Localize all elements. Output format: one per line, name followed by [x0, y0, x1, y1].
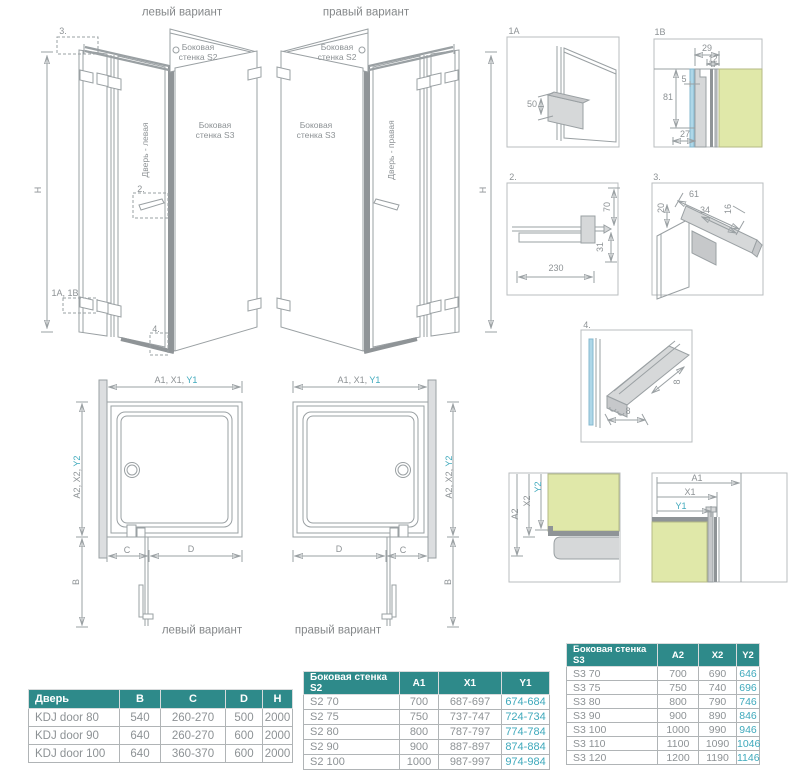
- table-cell: 790: [699, 695, 737, 709]
- table-cell: 974-984: [502, 755, 550, 770]
- plan-left-top-dim: [155, 375, 198, 385]
- table-cell: 846: [737, 709, 760, 723]
- dim-50: 50: [526, 98, 538, 109]
- dim-230: 230: [548, 262, 564, 273]
- right-s3-wall-label: Боковая стенка S3: [296, 120, 336, 140]
- left-s2-wall-label: Боковая стенка S2: [178, 42, 218, 62]
- plan-left-b-dim: B: [70, 578, 81, 586]
- detail-4-drawing: [581, 330, 692, 442]
- table-cell: S3 75: [567, 681, 658, 695]
- column-header: D: [226, 690, 263, 709]
- table-cell: 600: [226, 745, 263, 763]
- table-cell: 687-697: [439, 695, 502, 710]
- table-cell: 1100: [658, 737, 699, 751]
- plan-right-side-dim-accent: Y2: [443, 455, 454, 467]
- left-s3-wall-label: Боковая стенка S3: [195, 120, 235, 140]
- table-cell: 750: [400, 710, 439, 725]
- plan-right-side-dim: [444, 456, 454, 499]
- table-cell: 787-797: [439, 725, 502, 740]
- table-cell: 260-270: [161, 709, 226, 727]
- marker-2-label: 2.: [137, 183, 145, 194]
- dim-8-bottom: 8: [625, 405, 631, 416]
- side-wall-s3-table: [566, 643, 760, 765]
- plan-right-side-dim-gray: A2, X2,: [443, 468, 454, 499]
- column-header: A1: [400, 672, 439, 695]
- table-cell: 600: [226, 727, 263, 745]
- dim-70: 70: [601, 201, 612, 213]
- dim-5: 5: [681, 73, 687, 84]
- dim-20: 20: [655, 202, 666, 214]
- column-header: Y2: [737, 644, 760, 667]
- column-header: Боковая стенка S3: [567, 644, 658, 667]
- table-cell: 690: [699, 667, 737, 681]
- table-cell: KDJ door 80: [29, 709, 120, 727]
- table-row: [567, 695, 760, 709]
- table-row: [567, 751, 760, 765]
- table-cell: 1046: [737, 737, 761, 750]
- table-cell: 724-734: [502, 710, 550, 725]
- dim-34: 34: [699, 204, 711, 215]
- table-cell: 887-897: [439, 740, 502, 755]
- plan-left-caption: левый вариант: [161, 624, 243, 637]
- table-cell: S2 100: [304, 755, 400, 770]
- corner-left-x2: X2: [521, 495, 532, 507]
- corner-detail-right-drawing: [652, 473, 787, 582]
- table-row: [567, 723, 760, 737]
- plan-left-side-dim: [72, 456, 82, 499]
- detail-3-label: 3.: [653, 171, 661, 182]
- dim-29: 29: [701, 42, 713, 53]
- table-row: [567, 737, 760, 751]
- table-cell: 740: [699, 681, 737, 695]
- left-door-label: Дверь - левая: [140, 122, 151, 178]
- table-cell: 900: [400, 740, 439, 755]
- right-variant-title: правый вариант: [322, 6, 410, 19]
- column-header: Боковая стенка S2: [304, 672, 400, 695]
- table-cell: 774-784: [502, 725, 550, 740]
- column-header: X1: [439, 672, 502, 695]
- plan-left-side-dim-accent: Y2: [71, 455, 82, 467]
- table-row: [29, 709, 293, 727]
- table-cell: 1190: [699, 751, 737, 765]
- detail-3-drawing: [652, 183, 763, 299]
- table-cell: 800: [658, 695, 699, 709]
- table-cell: 1200: [658, 751, 699, 765]
- table-cell: 1000: [658, 723, 699, 737]
- corner-right-x1: X1: [684, 486, 696, 497]
- column-header: Дверь: [29, 690, 120, 709]
- marker-3-label: 3.: [59, 25, 67, 36]
- dim-61: 61: [688, 188, 700, 199]
- table-cell: 640: [120, 745, 161, 763]
- plan-left-top-dim-accent: Y1: [186, 374, 198, 385]
- table-cell: KDJ door 90: [29, 727, 120, 745]
- column-header: Y1: [502, 672, 550, 695]
- table-row: [29, 745, 293, 763]
- table-row: [304, 755, 550, 770]
- table-cell: 750: [658, 681, 699, 695]
- table-cell: S3 80: [567, 695, 658, 709]
- table-cell: 900: [658, 709, 699, 723]
- table-cell: 260-270: [161, 727, 226, 745]
- plan-left-c-dim: C: [123, 544, 131, 555]
- table-cell: KDJ door 100: [29, 745, 120, 763]
- column-header: B: [120, 690, 161, 709]
- left-height-dim: H: [32, 186, 43, 194]
- table-cell: S3 120: [567, 751, 658, 765]
- dim-81: 81: [662, 91, 674, 102]
- table-cell: 746: [737, 695, 760, 709]
- table-row: [567, 667, 760, 681]
- table-row: [567, 681, 760, 695]
- table-cell: 696: [737, 681, 760, 695]
- dim-16: 16: [722, 203, 733, 215]
- table-cell: 540: [120, 709, 161, 727]
- detail-2-drawing: [507, 183, 620, 295]
- dim-27: 27: [679, 128, 691, 139]
- table-cell: 674-684: [502, 695, 550, 710]
- table-cell: 2000: [263, 709, 293, 727]
- corner-right-a1: A1: [691, 472, 703, 483]
- table-cell: 700: [658, 667, 699, 681]
- table-cell: 1090: [699, 737, 737, 751]
- dim-31: 31: [594, 241, 605, 253]
- column-header: C: [161, 690, 226, 709]
- column-header: A2: [658, 644, 699, 667]
- table-cell: 874-884: [502, 740, 550, 755]
- plan-right-caption: правый вариант: [294, 624, 382, 637]
- plan-right-top-dim: [338, 375, 381, 385]
- table-cell: 360-370: [161, 745, 226, 763]
- plan-right-c-dim: C: [399, 544, 407, 555]
- plan-right-b-dim: B: [442, 578, 453, 586]
- detail-2-label: 2.: [509, 171, 517, 182]
- dim-8-side: 8: [671, 379, 682, 385]
- table-row: [304, 710, 550, 725]
- table-cell: 1000: [400, 755, 439, 770]
- plan-right-top-dim-gray: A1, X1,: [337, 374, 368, 385]
- right-door-label: Дверь - правая: [386, 120, 397, 180]
- table-cell: S3 90: [567, 709, 658, 723]
- table-cell: 700: [400, 695, 439, 710]
- table-cell: 800: [400, 725, 439, 740]
- column-header: X2: [699, 644, 737, 667]
- table-cell: 646: [737, 667, 760, 681]
- table-cell: 737-747: [439, 710, 502, 725]
- table-cell: S2 80: [304, 725, 400, 740]
- plan-left-side-dim-gray: A2, X2,: [71, 468, 82, 499]
- right-height-dim: H: [477, 186, 488, 194]
- table-row: [29, 727, 293, 745]
- table-cell: 987-997: [439, 755, 502, 770]
- corner-detail-left-drawing: [509, 473, 620, 582]
- table-cell: S2 90: [304, 740, 400, 755]
- table-row: [304, 695, 550, 710]
- table-cell: 640: [120, 727, 161, 745]
- detail-4-label: 4.: [583, 319, 591, 330]
- door-dimensions-table: [28, 689, 293, 763]
- corner-left-a2: A2: [509, 508, 520, 520]
- plan-left-d-dim: D: [187, 543, 195, 554]
- left-variant-title: левый вариант: [141, 6, 223, 19]
- table-cell: 890: [699, 709, 737, 723]
- table-cell: 946: [737, 723, 760, 737]
- detail-1a-drawing: [507, 37, 619, 147]
- marker-4-label: 4.: [152, 323, 160, 334]
- corner-left-y2: Y2: [532, 481, 543, 493]
- table-cell: S3 70: [567, 667, 658, 681]
- plan-right-d-dim: D: [335, 543, 343, 554]
- table-cell: 990: [699, 723, 737, 737]
- table-cell: 1146: [737, 751, 760, 764]
- dim-12: 12: [708, 54, 718, 64]
- table-cell: S3 100: [567, 723, 658, 737]
- right-s2-wall-label: Боковая стенка S2: [317, 42, 357, 62]
- table-cell: 500: [226, 709, 263, 727]
- table-cell: 2000: [263, 745, 293, 763]
- side-wall-s2-table: [303, 671, 550, 770]
- table-row: [304, 725, 550, 740]
- table-cell: 2000: [263, 727, 293, 745]
- corner-right-y1: Y1: [675, 500, 687, 511]
- table-cell: S2 75: [304, 710, 400, 725]
- plan-left-top-dim-gray: A1, X1,: [154, 374, 185, 385]
- detail-1b-label: 1B: [654, 26, 666, 37]
- detail-1a-label: 1A: [508, 25, 520, 36]
- table-cell: S3 110: [567, 737, 658, 751]
- table-row: [304, 740, 550, 755]
- table-cell: S2 70: [304, 695, 400, 710]
- marker-1ab-label: 1A, 1B: [51, 287, 79, 298]
- column-header: H: [263, 690, 293, 709]
- table-row: [567, 709, 760, 723]
- plan-right-top-dim-accent: Y1: [369, 374, 381, 385]
